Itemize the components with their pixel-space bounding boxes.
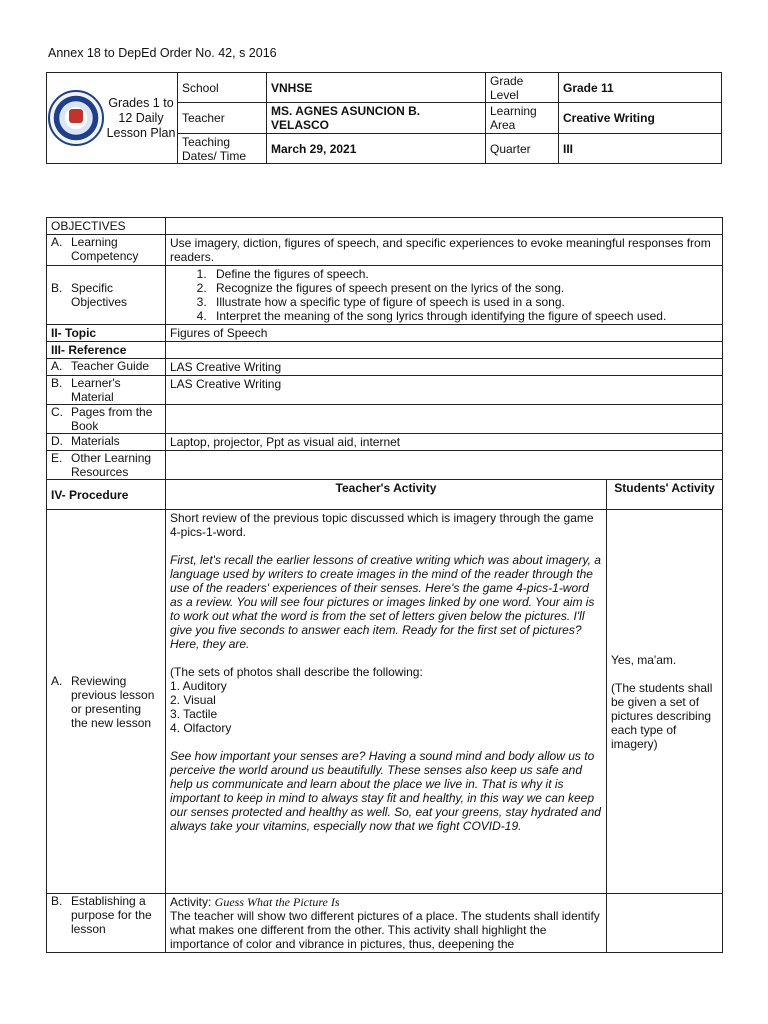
review-item: 3. Tactile [170,707,218,721]
grade-label: Grade Level [486,73,559,103]
procedure-label: IV- Procedure [47,480,166,510]
review-instructions: First, let's recall the earlier lessons of creative writing which was about imagery, a language used by writers to create images in the mind of the reader through the use of the readers' experiences of their senses. Here's the game 4-pics-1-word as a review. You will see four pictures or images linked by one word. Your aim is to work out what the word is from the set of letters given below the pictures. I'll give you five seconds to answer each item. Ready for the first set of pictures? Here, they are. [170,553,601,651]
school-label: School [178,73,267,103]
objective-item: 2. Recognize the figures of speech present on the lyrics of the song. [210,281,718,295]
reference-label: III- Reference [47,342,166,359]
header-logo-cell [47,73,178,164]
objective-item: 1. Define the figures of speech. [210,267,718,281]
lesson-plan-table [46,217,723,953]
materials-label: Materials [71,434,120,448]
specific-objectives-label: Specific Objectives [71,281,128,309]
other-resources-row: E. Other Learning Resources [47,451,723,480]
reference-row [47,342,723,359]
pages-label: Pages from the Book [71,405,153,433]
deped-seal-icon [48,90,104,146]
specific-objectives-row: B. Specific Objectives 1. Define the figures of speech. 2. Recognize the figures of speech present on the lyrics of the song. 3. Illustrate how a specific type of figure of speech is used in a song. 4. Interpret the meaning of the song lyrics through identifying the figure of speech used. [47,266,723,325]
learning-competency-text: Use imagery, diction, figures of speech, and specific experiences to evoke meaningful responses from readers. [166,235,723,266]
reviewing-label: Reviewing previous lesson or presenting the new lesson [71,673,155,730]
school-value: VNHSE [267,73,486,103]
activity-title: Guess What the Picture Is [214,895,340,909]
pages-row: C. Pages from the Book [47,405,723,434]
specific-objectives-list [170,267,718,323]
activity-label: Activity: [170,895,215,909]
annex-reference: Annex 18 to DepEd Order No. 42, s 2016 [48,46,277,60]
materials-row: D. Materials Laptop, projector, Ppt as visual aid, internet [47,434,723,451]
purpose-row: B. Establishing a purpose for the lesson Activity: Guess What the Picture Is The teacher will show two different pictures of a place. The students shall identify what makes one different from the other. This activity shall highlight the importance of color and vibrance in pictures, thus, deepening the [47,894,723,953]
learners-material-row: B. Learner's Material LAS Creative Writing [47,376,723,405]
students-note: (The students shall be given a set of pictures describing each type of imagery) [611,680,713,751]
topic-value: Figures of Speech [166,325,723,342]
learning-competency-label: Learning Competency [71,235,139,263]
objective-item: 4. Interpret the meaning of the song lyrics through identifying the figure of speech used. [210,309,718,323]
materials-value: Laptop, projector, Ppt as visual aid, internet [166,434,723,451]
header-table [46,72,722,164]
learners-material-label: Learner's Material [71,376,121,404]
learning-competency-row: A. Learning Competency Use imagery, diction, figures of speech, and specific experiences to evoke meaningful responses from readers. [47,235,723,266]
teacher-label: Teacher [178,103,267,134]
learners-material-value: LAS Creative Writing [166,376,723,405]
reviewing-row: A. Reviewing previous lesson or presenting the new lesson Short review of the previous topic discussed which is imagery through the game 4-pics-1-word. First, let's recall the earlier lessons of creative writing which was about imagery, a language used by writers to create images in the mind of the reader through the use of the readers' experiences of their senses. Here's the game 4-pics-1-word as a review. You will see four pictures or images linked by one word. Your aim is to work out what the word is from the set of letters given below the pictures. I'll give you five seconds to answer each item. Ready for the first set of pictures? Here, they are. (The sets of photos shall describe the following: 1. Auditory 2. Visual 3. Tactile 4. Olfactory See how important your senses are? Having a sound mind and body allow us to perceive the world around us beautifully. These senses also keep us safe and help us communicate and learn about the place we live in. That is why it is important to keep in mind to always stay fit and healthy, in this way we can keep our senses protected and healthy as well. So, eat your greens, stay hydrated and always take your vitamins, especially now that we fight COVID-19. Yes, ma'am. (The students shall be given a set of pictures describing each type of imagery) [47,510,723,894]
purpose-text: The teacher will show two different pictures of a place. The students shall identify what makes one different from the other. This activity shall highlight the importance of color and vibrance in pictures, thus, deepening the [170,909,600,951]
teacher-activity-header: Teacher's Activity [166,480,607,510]
area-label: Learning Area [486,103,559,134]
review-item: 2. Visual [170,693,216,707]
purpose-label: Establishing a purpose for the lesson [71,894,152,936]
area-value: Creative Writing [559,103,722,134]
review-item: 1. Auditory [170,679,227,693]
review-photo-note: (The sets of photos shall describe the following: [170,665,423,679]
topic-label: II- Topic [47,325,166,342]
teacher-value: MS. AGNES ASUNCION B. VELASCO [267,103,486,134]
review-intro: Short review of the previous topic discussed which is imagery through the game 4-pics-1-word. [170,511,594,539]
teacher-guide-row: A. Teacher Guide LAS Creative Writing [47,359,723,376]
dates-label: Teaching Dates/ Time [178,134,267,164]
objectives-row [47,218,723,235]
review-item: 4. Olfactory [170,721,232,735]
other-resources-label: Other Learning Resources [71,451,152,479]
quarter-label: Quarter [486,134,559,164]
dates-value: March 29, 2021 [267,134,486,164]
lesson-plan-title: Grades 1 to 12 Daily Lesson Plan [106,95,176,140]
students-activity-header: Students' Activity [607,480,723,510]
quarter-value: III [559,134,722,164]
grade-value: Grade 11 [559,73,722,103]
teacher-guide-label: Teacher Guide [71,359,150,373]
topic-row [47,325,723,342]
students-response: Yes, ma'am. [611,652,677,667]
objective-item: 3. Illustrate how a specific type of figure of speech is used in a song. [210,295,718,309]
teacher-guide-value: LAS Creative Writing [166,359,723,376]
review-closing: See how important your senses are? Having a sound mind and body allow us to perceive the world around us beautifully. These senses also keep us safe and help us communicate and learn about the place we live in. That is why it is important to keep in mind to always stay fit and healthy, in this way we can keep our senses protected and healthy as well. So, eat your greens, stay hydrated and always take your vitamins, especially now that we fight COVID-19. [170,749,601,833]
procedure-header-row [47,480,723,510]
objectives-label: OBJECTIVES [47,218,166,235]
